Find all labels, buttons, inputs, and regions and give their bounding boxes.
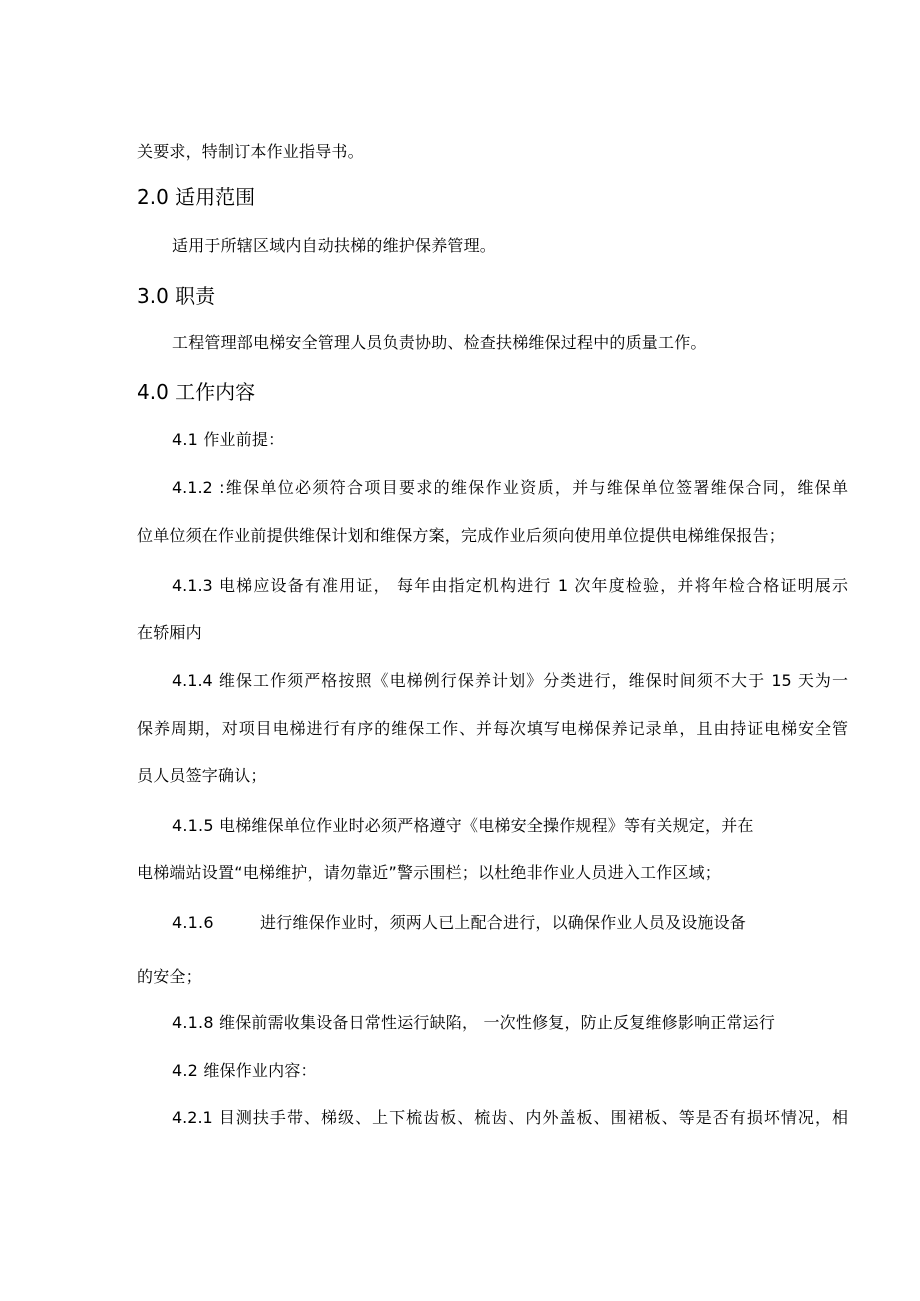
item-4-1-6-number: 4.1.6: [172, 913, 214, 932]
item-4-2-1-line-1: 4.2.1 目测扶手带、梯级、上下梳齿板、梳齿、内外盖板、围裙板、等是否有损坏情况，相: [172, 1108, 848, 1127]
item-4-1-2-line-1: 4.1.2 :维保单位必须符合项目要求的维保作业资质，并与维保单位签署维保合同，维保单: [172, 478, 848, 497]
section-2-heading: 2.0 适用范围: [137, 185, 256, 209]
item-4-2: 4.2 维保作业内容：: [172, 1061, 317, 1080]
item-4-1-2-line-2: 位单位须在作业前提供维保计划和维保方案，完成作业后须向使用单位提供电梯维保报告；: [137, 526, 786, 545]
item-4-1-4-line-1: 4.1.4 维保工作须严格按照《电梯例行保养计划》分类进行，维保时间须不大于 15 天为一: [172, 671, 848, 690]
item-4-1-3-line-2: 在轿厢内: [137, 623, 202, 642]
item-4-1-5-line-1: 4.1.5 电梯维保单位作业时必须严格遵守《电梯安全操作规程》等有关规定，并在: [172, 816, 754, 835]
item-4-1-3-line-1: 4.1.3 电梯应设备有准用证， 每年由指定机构进行 1 次年度检验，并将年检合格证明展示: [172, 576, 848, 595]
section-2-body: 适用于所辖区域内自动扶梯的维护保养管理。: [172, 236, 497, 255]
section-3-heading: 3.0 职责: [137, 284, 216, 308]
intro-tail-text: 关要求，特制订本作业指导书。: [137, 142, 364, 161]
item-4-1-5-line-2: 电梯端站设置“电梯维护，请勿靠近”警示围栏；以杜绝非作业人员进入工作区域；: [137, 863, 721, 882]
item-4-1: 4.1 作业前提：: [172, 430, 285, 449]
section-4-heading: 4.0 工作内容: [137, 380, 256, 404]
section-3-body: 工程管理部电梯安全管理人员负责协助、检查扶梯维保过程中的质量工作。: [172, 333, 707, 352]
item-4-1-4-line-3: 员人员签字确认；: [137, 766, 267, 785]
item-4-1-6-line-1: 进行维保作业时，须两人已上配合进行，以确保作业人员及设施设备: [260, 913, 747, 932]
item-4-1-4-line-2: 保养周期，对项目电梯进行有序的维保工作、并每次填写电梯保养记录单，且由持证电梯安全管: [137, 719, 848, 738]
item-4-1-8-line-1: 4.1.8 维保前需收集设备日常性运行缺陷， 一次性修复，防止反复维修影响正常运行: [172, 1013, 776, 1032]
item-4-1-6-line-2: 的安全；: [137, 967, 202, 986]
